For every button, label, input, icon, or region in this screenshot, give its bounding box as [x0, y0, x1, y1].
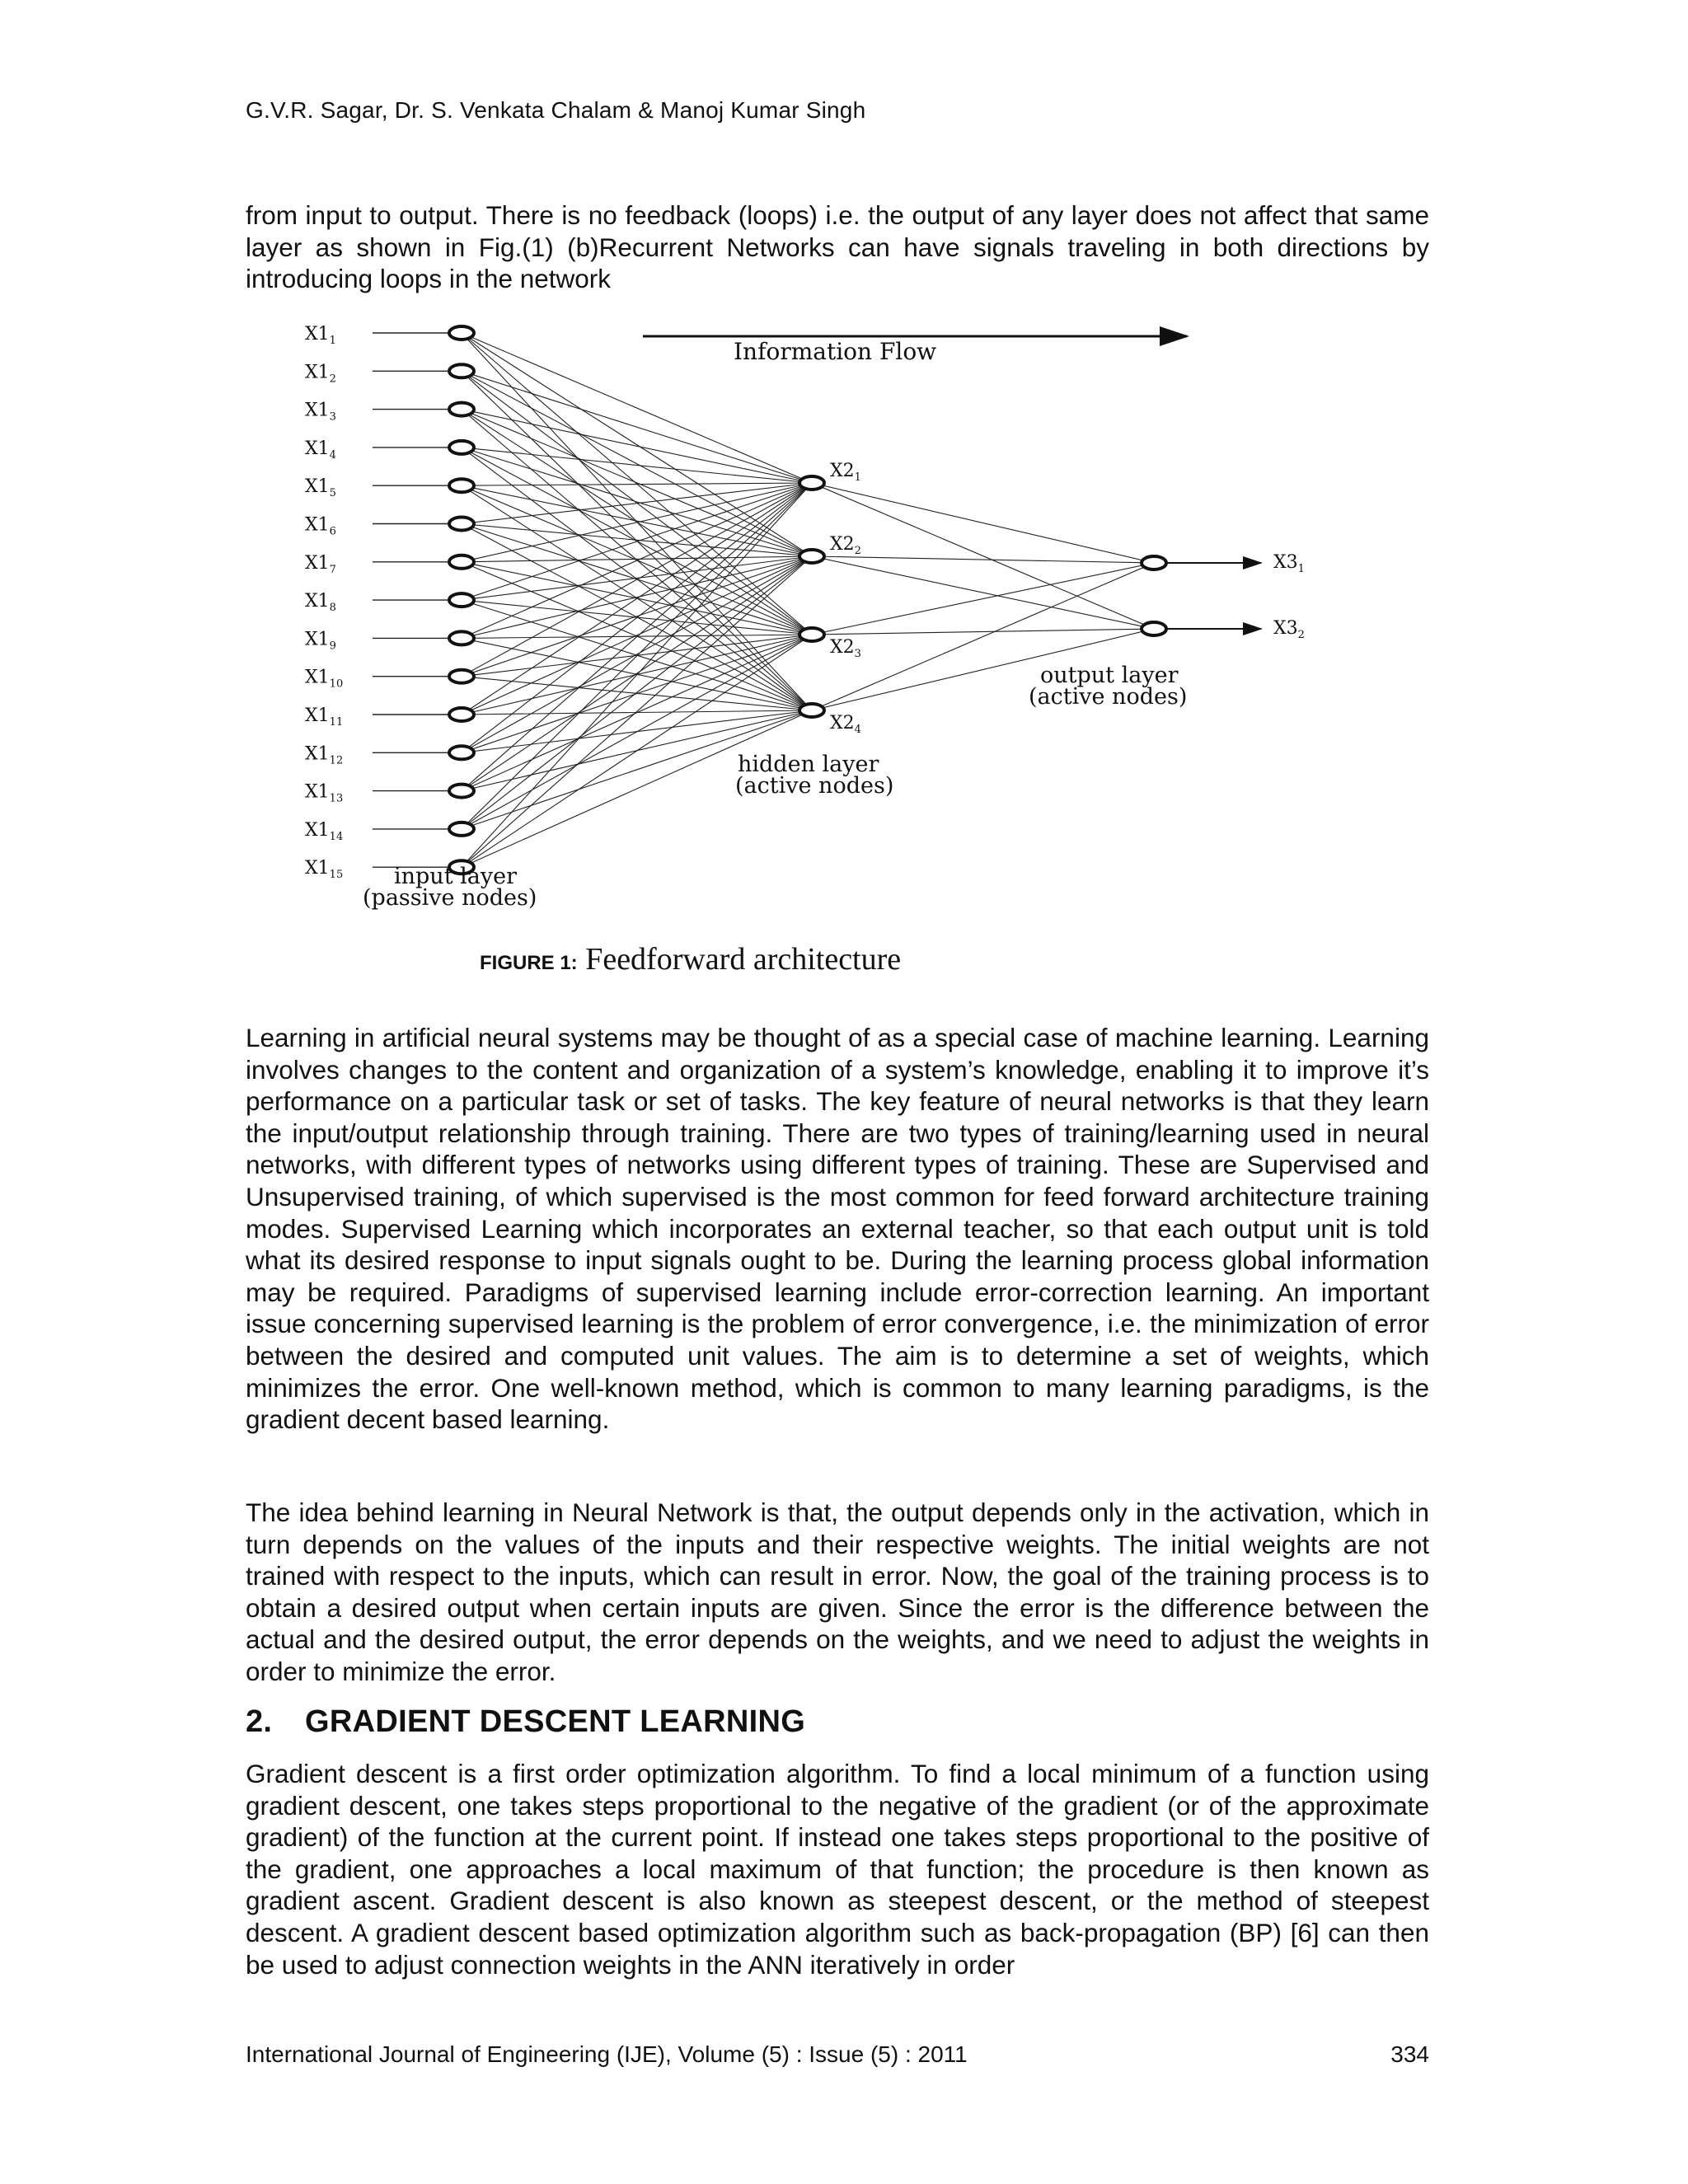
section-heading [246, 1704, 805, 1740]
edge-hidden-output [812, 556, 1154, 629]
input-node [449, 631, 474, 644]
input-node-label: $X1_{13}$ [305, 781, 344, 805]
edge-hidden-output [812, 483, 1154, 629]
input-layer-name: input layer [394, 864, 518, 889]
input-node [449, 708, 474, 721]
hidden-node [799, 476, 824, 490]
input-node-label: $X1_{15}$ [305, 858, 344, 882]
edge-input-hidden [462, 448, 812, 483]
edge-input-hidden [462, 556, 812, 600]
input-node-label: $X1_5$ [305, 476, 336, 500]
input-node-label: $X1_1$ [305, 324, 336, 347]
edge-input-hidden [462, 483, 812, 600]
hidden-layer-name: hidden layer [738, 752, 879, 777]
edge-hidden-output [812, 556, 1154, 563]
input-node-label: $X1_{11}$ [305, 705, 344, 729]
figure-caption [480, 941, 901, 977]
input-node [449, 479, 474, 492]
output-node-label: $X3_2$ [1273, 618, 1305, 641]
input-node [449, 441, 474, 454]
edge-input-hidden [462, 483, 812, 638]
output-layer-name: output layer [1040, 663, 1179, 688]
output-node [1142, 622, 1166, 635]
edge-input-hidden [462, 483, 812, 791]
hidden-node-label: $X2_2$ [830, 534, 861, 557]
hidden-node-label: $X2_4$ [830, 713, 861, 736]
paragraph-idea: The idea behind learning in Neural Network is that, the output depends only in the activation, which in turn depends on the values of the inputs and their respective weights. The initial weights are not trained with respect to the inputs, which can result in error. Now, the goal of the training process is to obtain a desired output when certain inputs are given. Since the error is the difference between the actual and the desired output, the error depends on the weights, and we need to adjust the weights in order to minimize the error. [246, 1497, 1429, 1686]
section-title: GRADIENT DESCENT LEARNING [305, 1704, 806, 1739]
hidden-node [799, 628, 824, 641]
edge-input-hidden [462, 635, 812, 829]
input-node-label: $X1_7$ [305, 552, 336, 576]
input-node-label: $X1_{12}$ [305, 743, 344, 767]
input-node-label: $X1_2$ [305, 362, 336, 386]
hidden-node [799, 704, 824, 717]
edge-input-hidden [462, 410, 812, 483]
hidden-node [799, 550, 824, 563]
output-node-label: $X3_1$ [1273, 552, 1305, 575]
edge-input-hidden [462, 371, 812, 483]
input-node [449, 593, 474, 607]
input-node [449, 403, 474, 416]
paragraph-intro: from input to output. There is no feedback (loops) i.e. the output of any layer does not affect that same layer as shown in Fig.(1) (b)Recurrent Networks can have signals traveling in both directions by introducing loops in the network [246, 200, 1429, 294]
paragraph-learning: Learning in artificial neural systems may be thought of as a special case of machine learning. Learning involves changes to the content and organization of a system’s knowledge, enabling it to improve it’s performance on a particular task or set of tasks. The key feature of neural networks is that they learn the input/output relationship through training. There are two types of training/learning used in neural networks, with different types of networks using different types of training. These are Supervised and Unsupervised training, of which supervised is the most common for feed forward architecture training modes. Supervised Learning which incorporates an external teacher, so that each output unit is told what its desired response to input signals ought to be. During the learning process global information may be required. Paradigms of supervised learning include error-correction learning. An important issue concerning supervised learning is the problem of error convergence, i.e. the minimization of error between the desired and computed unit values. The aim is to determine a set of weights, which minimizes the error. One well-known method, which is common to many learning paradigms, is the gradient decent based learning. [246, 1023, 1429, 1435]
hidden-node-label: $X2_1$ [830, 461, 861, 484]
output-layer-desc: (active nodes) [1029, 684, 1188, 710]
section-number: 2. [246, 1704, 273, 1739]
input-node [449, 670, 474, 683]
input-node [449, 518, 474, 531]
input-node [449, 785, 474, 798]
running-header-authors: G.V.R. Sagar, Dr. S. Venkata Chalam & Manoj Kumar Singh [246, 97, 866, 123]
input-node-label: $X1_{10}$ [305, 667, 344, 691]
input-node [449, 364, 474, 377]
edge-input-hidden [462, 410, 812, 635]
footer-journal: International Journal of Engineering (IJE), Volume (5) : Issue (5) : 2011 [246, 2041, 968, 2067]
feedforward-network-figure [280, 313, 1352, 923]
edge-input-hidden [462, 371, 812, 635]
edge-input-hidden [462, 485, 812, 556]
input-node [449, 746, 474, 759]
input-layer-desc: (passive nodes) [363, 885, 537, 911]
paragraph-gradient: Gradient descent is a first order optimization algorithm. To find a local minimum of a function using gradient descent, one takes steps proportional to the negative of the gradient (or of the approximate gradient) of the function at the current point. If instead one takes steps proportional to the positive of the gradient, one approaches a local maximum of that function; the procedure is then known as gradient ascent. Gradient descent is also known as steepest descent, or the method of steepest descent. A gradient descent based optimization algorithm such as back-propagation (BP) [6] can then be used to adjust connection weights in the ANN iteratively in order [246, 1759, 1429, 1980]
input-node-label: $X1_4$ [305, 438, 336, 462]
footer-page-number: 334 [1390, 2041, 1429, 2067]
edge-hidden-output [812, 563, 1154, 635]
input-node [449, 555, 474, 569]
input-node-label: $X1_6$ [305, 514, 336, 538]
edge-hidden-output [812, 483, 1154, 563]
figure-caption-label: FIGURE 1: [480, 952, 578, 974]
input-node-label: $X1_{14}$ [305, 819, 344, 843]
network-diagram [280, 313, 1352, 923]
input-node-label: $X1_8$ [305, 591, 336, 615]
output-node [1142, 556, 1166, 569]
figure-caption-text: Feedforward architecture [577, 942, 902, 977]
edge-hidden-output [812, 629, 1154, 635]
input-node [449, 326, 474, 340]
page-footer [246, 2041, 1429, 2068]
information-flow-label: Information Flow [734, 338, 937, 365]
input-node [449, 823, 474, 836]
hidden-node-label: $X2_3$ [830, 637, 861, 660]
input-node-label: $X1_9$ [305, 629, 336, 653]
input-node-label: $X1_3$ [305, 400, 336, 424]
edge-input-hidden [462, 556, 812, 752]
hidden-layer-desc: (active nodes) [735, 773, 894, 799]
